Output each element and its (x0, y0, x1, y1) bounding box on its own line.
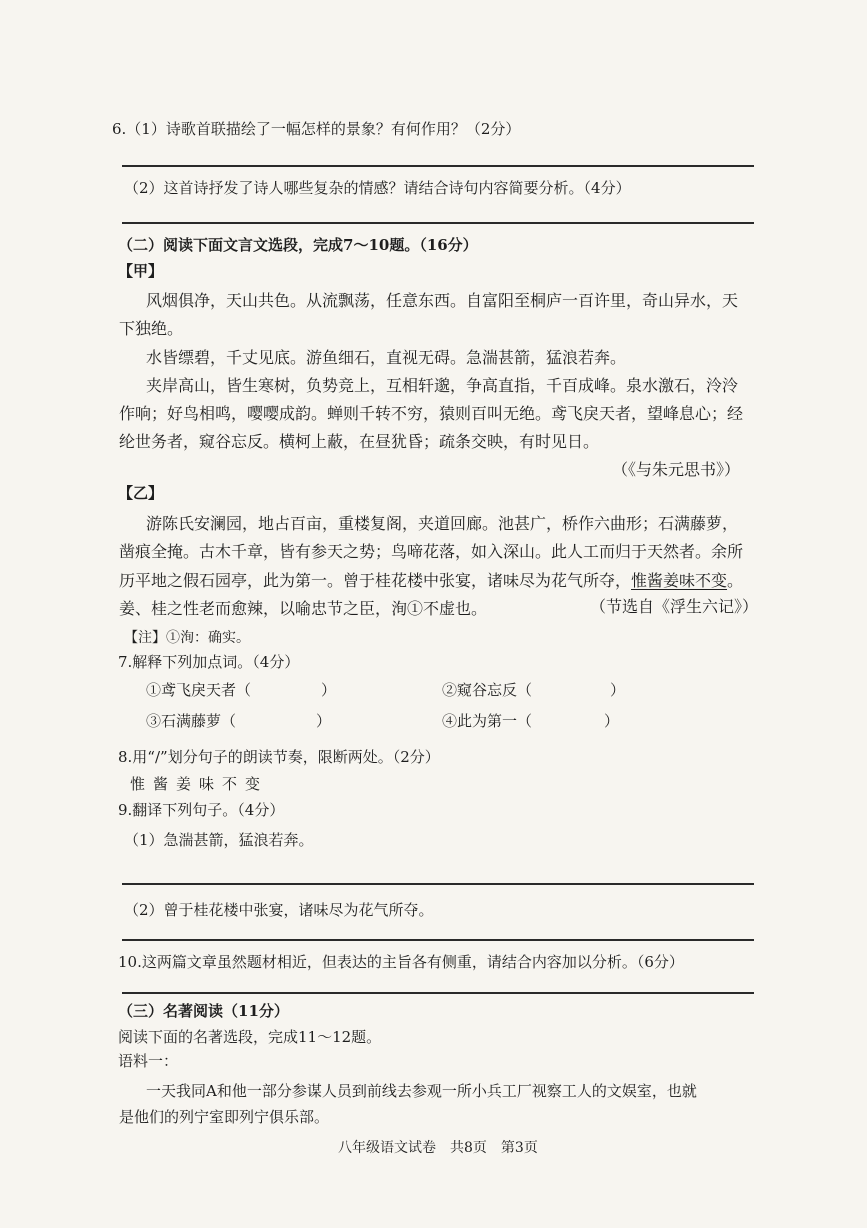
q7-item-d: ④此为第一（ ） (442, 712, 620, 730)
jia-para3-line3: 纶世务者，窥谷忘反。横柯上蔽，在昼犹昏；疏条交映，有时见日。 (119, 432, 600, 451)
jia-para1-line2: 下独绝。 (119, 319, 184, 338)
yi-line2: 凿痕全掩。古木千章，皆有参天之势；鸟啼花落，如入深山。此人工而归于天然者。余所 (119, 542, 744, 561)
underlined-phrase: 惟酱姜味不变 (631, 571, 728, 590)
yi-line1: 游陈氏安澜园，地占百亩，重楼复阁，夹道回廊。池甚广，桥作六曲形；石满藤萝， (146, 514, 739, 533)
q7-item-c: ③石满藤萝（ ） (146, 712, 332, 730)
q9-sentence2: （2）曾于桂花楼中张宴，诸味尽为花气所夺。 (124, 901, 434, 919)
material1-line1: 一天我同A和他一部分参谋人员到前线去参观一所小兵工厂视察工人的文娱室，也就 (146, 1082, 697, 1100)
answer-line (122, 939, 754, 941)
material1-label: 语料一： (118, 1052, 179, 1070)
jia-para3-line2: 作响；好鸟相鸣，嘤嘤成韵。蝉则千转不穷，猿则百叫无绝。鸢飞戾天者，望峰息心；经 (119, 404, 744, 423)
jia-para3-line1: 夹岸高山，皆生寒树，负势竞上，互相轩邈，争高直指，千百成峰。泉水激石，泠泠 (146, 376, 739, 395)
jia-label: 【甲】 (118, 262, 164, 280)
material1-line2: 是他们的列宁室即列宁俱乐部。 (119, 1108, 330, 1126)
answer-line (122, 883, 754, 885)
section3-intro: 阅读下面的名著选段，完成11～12题。 (118, 1028, 382, 1046)
q7-stem: 7.解释下列加点词。（4分） (118, 653, 300, 671)
q9-sentence1: （1）急湍甚箭，猛浪若奔。 (124, 831, 314, 849)
q7-item-a: ①鸢飞戾天者（ ） (146, 681, 337, 699)
q8-sentence: 惟酱姜味不变 (130, 775, 269, 793)
jia-para2: 水皆缥碧，千丈见底。游鱼细石，直视无碍。急湍甚箭，猛浪若奔。 (146, 348, 627, 367)
yi-line4: 姜、桂之性老而愈辣，以喻忠节之臣，洵①不虚也。 (119, 599, 488, 618)
q6-part1: 6.（1）诗歌首联描绘了一幅怎样的景象？有何作用？（2分） (112, 120, 521, 138)
q10-stem: 10.这两篇文章虽然题材相近，但表达的主旨各有侧重，请结合内容加以分析。（6分） (118, 953, 684, 971)
yi-source: （节选自《浮生六记》） (590, 597, 759, 616)
yi-line3: 历平地之假石园亭，此为第一。曾于桂花楼中张宴，诸味尽为花气所夺，惟酱姜味不变。 (119, 571, 744, 590)
section2-title: （二）阅读下面文言文选段，完成7～10题。（16分） (118, 236, 478, 254)
jia-source: （《与朱元思书》） (612, 460, 741, 479)
section3-title: （三）名著阅读（11分） (118, 1002, 289, 1020)
answer-line (122, 992, 754, 994)
jia-para1-line1: 风烟俱净，天山共色。从流飘荡，任意东西。自富阳至桐庐一百许里，奇山异水，天 (146, 291, 739, 310)
q8-stem: 8.用“/”划分句子的朗读节奏，限断两处。（2分） (118, 748, 440, 766)
q9-stem: 9.翻译下列句子。（4分） (118, 801, 285, 819)
q7-item-b: ②窥谷忘反（ ） (442, 681, 626, 699)
q6-part2: （2）这首诗抒发了诗人哪些复杂的情感？请结合诗句内容简要分析。（4分） (124, 179, 631, 197)
answer-line (122, 165, 754, 167)
page-footer: 八年级语文试卷 共8页 第3页 (338, 1140, 538, 1156)
answer-line (122, 222, 754, 224)
annotation-note: 【注】①洵：确实。 (124, 630, 250, 646)
yi-label: 【乙】 (118, 484, 164, 502)
